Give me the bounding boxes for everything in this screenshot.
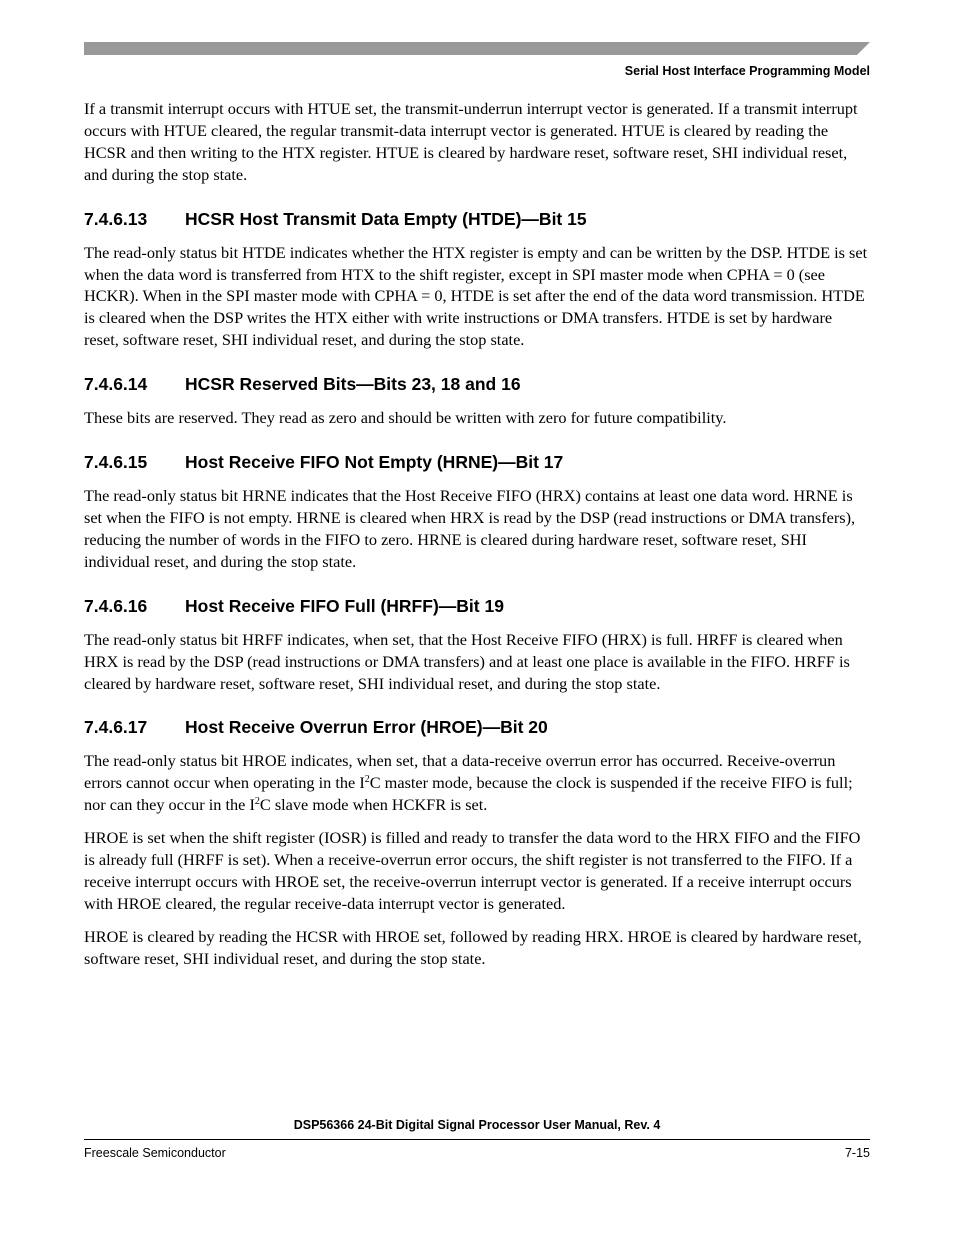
section-heading-htde: [84, 208, 870, 230]
superscript: 2: [364, 774, 370, 786]
section-number: 7.4.6.14: [84, 374, 148, 395]
section-number: 7.4.6.17: [84, 717, 148, 738]
section-paragraph: [84, 750, 870, 816]
footer-company: Freescale Semiconductor: [84, 1146, 226, 1160]
section-paragraph: HROE is set when the shift register (IOSR) is filled and ready to transfer the data word to the HRX FIFO and the FIFO is already full (HRFF is set). When a receive-overrun error occurs, the shift register is not transferred to the FIFO. If a receive interrupt occurs with HROE set, the receive-overrun interrupt vector is generated. If a receive interrupt occurs with HROE cleared, the regular receive-data interrupt vector is generated.: [84, 828, 861, 913]
section-number: 7.4.6.15: [84, 452, 148, 473]
section-title: Host Receive Overrun Error (HROE)—Bit 20: [185, 717, 548, 738]
section-heading-reserved-bits: [84, 373, 870, 395]
superscript: 2: [254, 796, 260, 808]
section-paragraph: The read-only status bit HRNE indicates that the Host Receive FIFO (HRX) contains at least one data word. HRNE is set when the FIFO is not empty. HRNE is cleared when HRX is read by the DSP (read instructions or DMA transfers), reducing the number of words in the FIFO to zero. HRNE is cleared during hardware reset, software reset, SHI individual reset, and during the stop state.: [84, 486, 856, 571]
section-title: HCSR Reserved Bits—Bits 23, 18 and 16: [185, 374, 521, 395]
running-header: Serial Host Interface Programming Model: [624, 64, 870, 78]
section-number: 7.4.6.16: [84, 595, 148, 616]
section-heading-hrne: [84, 451, 870, 473]
section-paragraph: The read-only status bit HRFF indicates, when set, that the Host Receive FIFO (HRX) is full. HRFF is cleared when HRX is read by the DSP (read instructions or DMA transfers) and at least one place is available in the FIFO. HRFF is cleared by hardware reset, software reset, SHI individual reset, and during the stop state.: [84, 629, 850, 693]
footer-page-number: 7-15: [844, 1146, 870, 1160]
intro-paragraph: If a transmit interrupt occurs with HTUE set, the transmit-underrun interrupt vector is generated. If a transmit interrupt occurs with HTUE cleared, the regular transmit-data interrupt vector is generated. HTUE is cleared by reading the HCSR and then writing to the HTX register. HTUE is cleared by hardware reset, software reset, SHI individual reset, and during the stop state.: [84, 99, 858, 184]
section-title: HCSR Host Transmit Data Empty (HTDE)—Bit 15: [185, 208, 587, 229]
section-heading-hrff: [84, 595, 870, 617]
page-body: [84, 98, 870, 981]
text-run: The read-only status bit HROE indicates, when set, that a data-receive overrun error has occurred. Receive-overrun errors cannot occur when operating in the I: [84, 751, 836, 793]
text-run: C master mode, because the clock is suspended if the receive FIFO is full; nor can they occur in the I: [84, 773, 853, 815]
section-heading-hroe: [84, 716, 870, 738]
section-paragraph: These bits are reserved. They read as zero and should be written with zero for future compatibility.: [84, 408, 727, 428]
header-decorative-bar: [84, 42, 870, 55]
section-paragraph: HROE is cleared by reading the HCSR with HROE set, followed by reading HRX. HROE is cleared by hardware reset, software reset, SHI individual reset, and during the stop state.: [84, 926, 862, 968]
text-run: C slave mode when HCKFR is set.: [259, 795, 488, 815]
footer-manual-title: DSP56366 24-Bit Digital Signal Processor User Manual, Rev. 4: [293, 1118, 661, 1132]
footer-divider: [84, 1139, 870, 1140]
section-title: Host Receive FIFO Full (HRFF)—Bit 19: [185, 595, 504, 616]
section-paragraph: The read-only status bit HTDE indicates whether the HTX register is empty and can be written by the DSP. HTDE is set when the data word is transferred from HTX to the shift register, except in SPI master mode when CPHA = 0 (see HCKR). When in the SPI master mode with CPHA = 0, HTDE is set after the end of the data word transmission. HTDE is cleared when the DSP writes the HTX either with write instructions or DMA transfers. HTDE is set by hardware reset, software reset, SHI individual reset, and during the stop state.: [84, 242, 868, 350]
section-number: 7.4.6.13: [84, 208, 148, 229]
section-title: Host Receive FIFO Not Empty (HRNE)—Bit 17: [185, 452, 564, 473]
